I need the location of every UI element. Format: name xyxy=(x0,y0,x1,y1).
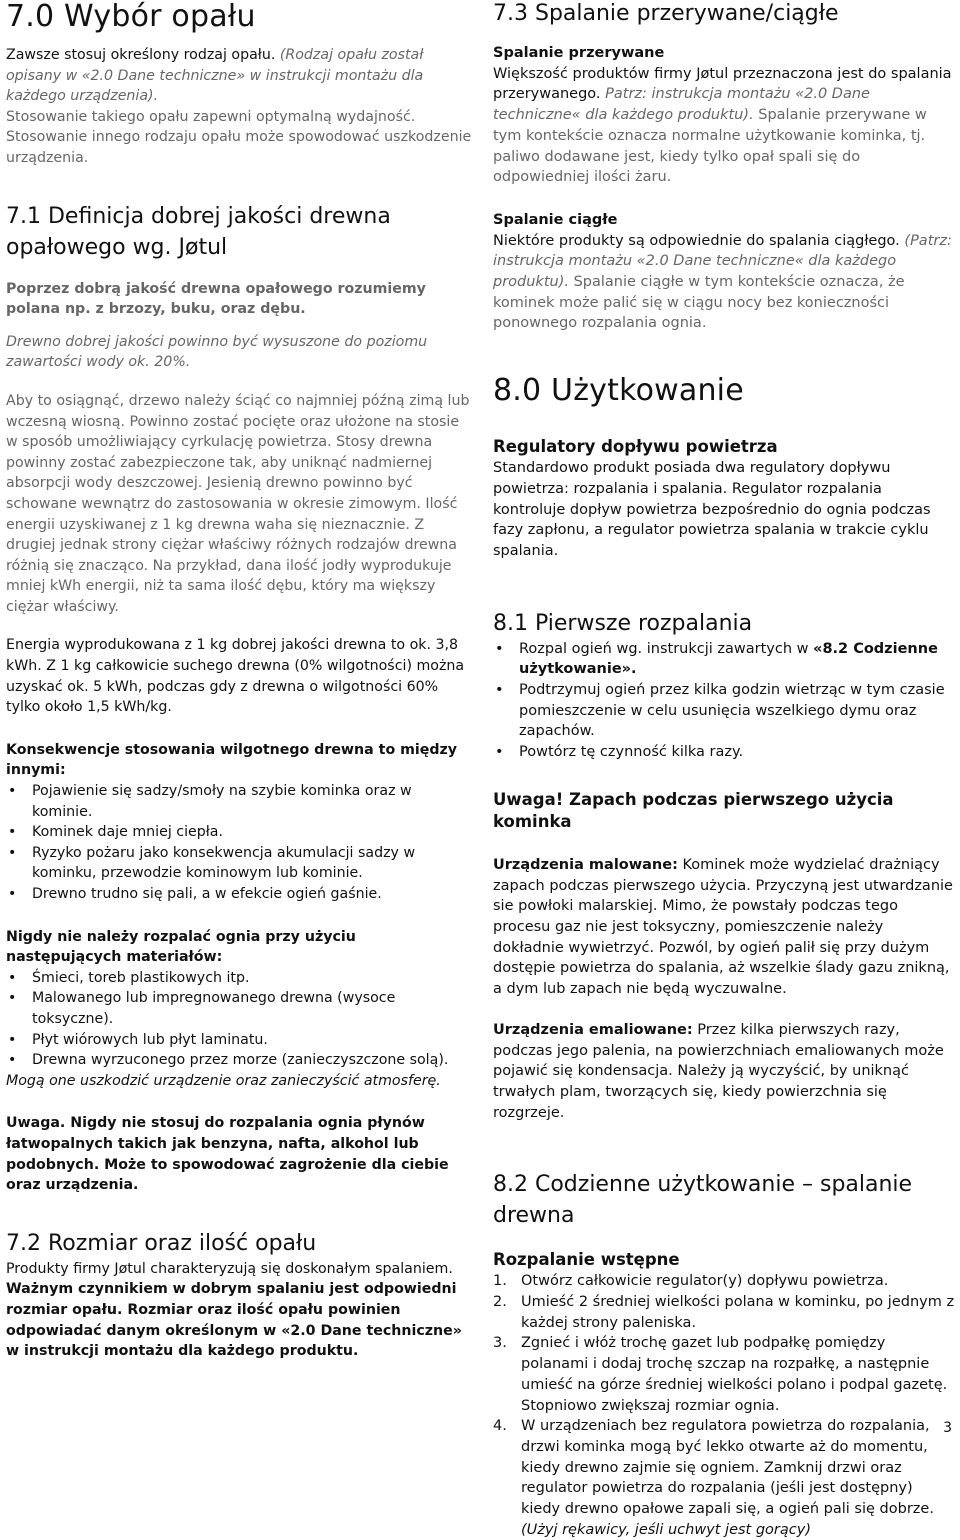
consequences-title: Konsekwencje stosowania wilgotnego drewna to między innymi: xyxy=(6,741,458,779)
first-fire-list xyxy=(493,639,955,763)
list-item xyxy=(493,1416,955,1540)
enamel-devices-body: Przez kilka pierwszych razy, podczas jego palenia, na powierzchniach emaliowanych może pojawić się kondensacja. Należy ją wyczyścić, by uniknąć trwałych plam, tworzących się, kiedy powierzchnia się rozgrzeje. xyxy=(493,1021,944,1121)
continuous-explanation: Spalanie ciągłe w tym kontekście oznacza, że kominek może palić się w ciągu nocy bez konieczności ponownego rozpalania ognia. xyxy=(493,274,905,332)
left-column xyxy=(6,0,474,1362)
fuel-size-intro: Produkty firmy Jøtul charakteryzują się doskonałym spalaniem. xyxy=(6,1260,453,1277)
forbidden-materials-title: Nigdy nie należy rozpalać ognia przy użyciu następujących materiałów: xyxy=(6,928,356,966)
painted-devices-label: Urządzenia malowane: xyxy=(493,856,678,873)
list-item xyxy=(493,639,955,680)
list-item: • Drewno trudno się pali, a w efekcie ogień gaśnie. xyxy=(6,884,474,905)
energy-text: Energia wyprodukowana z 1 kg dobrej jakości drewna to ok. 3,8 kWh. Z 1 kg całkowicie suchego drewna (0% wilgotności) można uzyskać ok. 5 kWh, podczas gdy z drewna o wilgotności 60% tylko około 1,5 kWh/kg. xyxy=(6,637,465,716)
wood-moisture-note: Drewno dobrej jakości powinno być wysuszone do poziomu zawartości wody ok. 20%. xyxy=(6,333,428,371)
list-item xyxy=(493,1292,955,1333)
kindling-title: Rozpalanie wstępne xyxy=(493,1250,680,1270)
intermittent-title: Spalanie przerywane xyxy=(493,45,665,61)
wood-storage-text: Aby to osiągnąć, drzewo należy ściąć co najmniej późną zimą lub wczesną wiosną. Powinno zostać pocięte oraz ułożone na stosie w sposób umożliwiający cyrkulację powietrza. Stosy drewna powinny zostać zabezpieczone tak, aby uniknąć nadmiernej absorpcji wody deszczowej. Jesienią drewno powinno być schowane wewnątrz do zastosowania w okresie zimowym. Ilość energii uzyskiwanej z 1 kg drewna waha się nieznacznie. Z drugiej jednak strony ciężar właściwy różnych rodzajów drewna różnią się znacząco. Na przykład, dana ilość jodły wyprodukuje mniej kWh energii, niż ta sama ilość dębu, który ma większy ciężar właściwy. xyxy=(6,392,470,615)
first-use-odor-title: Uwaga! Zapach podczas pierwszego użycia kominka xyxy=(493,789,894,831)
painted-devices-text xyxy=(493,855,955,1000)
list-item: • Ryzyko pożaru jako konsekwencja akumulacji sadzy w kominku, przewodzie kominowym lub kominie. xyxy=(6,843,474,884)
list-item xyxy=(493,1333,955,1416)
list-item: • Płyt wiórowych lub płyt laminatu. xyxy=(6,1030,474,1051)
list-item: • Pojawienie się sadzy/smoły na szybie kominka oraz w kominie. xyxy=(6,781,474,822)
section-8-title: 8.0 Użytkowanie xyxy=(493,373,744,409)
list-item: • Powtórz tę czynność kilka razy. xyxy=(493,742,955,763)
continuous-title: Spalanie ciągłe xyxy=(493,211,618,228)
list-item: • Śmieci, toreb plastikowych itp. xyxy=(6,968,474,989)
step-number: 3. xyxy=(493,1335,507,1352)
intermittent-explanation: Spalanie przerywane w tym kontekście oznacza normalne użytkowanie kominka, tj. paliwo dodawane jest, kiedy tylko opał spali się do odpowiedniej ilości żaru. xyxy=(493,107,927,186)
section-7-title: 7.0 Wybór opału xyxy=(6,0,256,34)
enamel-devices-text xyxy=(493,1020,955,1124)
first-fire-step-text: Rozpal ogień wg. instrukcji zawartych w xyxy=(519,640,814,657)
air-regulators-title: Regulatory dopływu powietrza xyxy=(493,437,778,457)
list-item: • Podtrzymuj ogień przez kilka godzin wietrząc w tym czasie pomieszczenie w celu usunięcia wszelkiego dymu oraz zapachów. xyxy=(493,680,955,742)
fuel-size-text: Ważnym czynnikiem w dobrym spalaniu jest odpowiedni rozmiar opału. Rozmiar oraz ilość opału powinien odpowiadać danym określonym w «2.0 Dane techniczne» w instrukcji montażu dla każdego produktu. xyxy=(6,1281,462,1360)
forbidden-materials-note: Mogą one uszkodzić urządzenie oraz zanieczyścić atmosferę. xyxy=(6,1072,441,1089)
section-7-2-title: 7.2 Rozmiar oraz ilość opału xyxy=(6,1230,317,1256)
step-text: Otwórz całkowicie regulator(y) dopływu powietrza. xyxy=(521,1273,889,1290)
continuous-text xyxy=(493,231,955,335)
step-text: Zgnieć i włóż trochę gazet lub podpałkę pomiędzy polanami i dodaj trochę szczap na rozpałkę, a następnie umieść na górze średniej wielkości polano i podpal gazetę. Stopniowo zwiększaj rozmiar ognia. xyxy=(521,1335,948,1414)
step-text: Umieść 2 średniej wielkości polana w kominku, po jednym z każdej strony paleniska. xyxy=(521,1294,955,1331)
intermittent-text xyxy=(493,64,955,188)
list-item: • Drewna wyrzuconego przez morze (zanieczyszczone solą). xyxy=(6,1050,474,1071)
continuous-reference: (Patrz: instrukcja montażu «2.0 Dane techniczne« dla każdego produktu). xyxy=(493,232,952,291)
section-8-1-title: 8.1 Pierwsze rozpalania xyxy=(493,610,753,636)
step-number: 4. xyxy=(493,1418,507,1435)
step-text: W urządzeniach bez regulatora powietrza do rozpalania, drzwi kominka mogą być lekko otwarte aż do momentu, kiedy drewno zajmie się ogniem. Zamknij drzwi oraz regulator powietrza do rozpalania (jeśli jest dostępny) kiedy drewno opałowe zapali się, a ogień pali się dobrze. xyxy=(521,1418,934,1518)
fuel-intro-note: (Rodzaj opału został opisany w «2.0 Dane techniczne» w instrukcji montażu dla każdego urządzenia). xyxy=(6,47,424,105)
section-7-3-title: 7.3 Spalanie przerywane/ciągłe xyxy=(493,1,839,26)
step-number: 2. xyxy=(493,1294,507,1311)
page-number: 3 xyxy=(943,1420,952,1436)
list-item: • Kominek daje mniej ciepła. xyxy=(6,822,474,843)
first-fire-reference: «8.2 Codzienne użytkowanie». xyxy=(519,640,938,678)
fuel-intro-warning: Stosowanie takiego opału zapewni optymalną wydajność. Stosowanie innego rodzaju opału może spowodować uszkodzenie urządzenia. xyxy=(6,108,472,166)
good-wood-definition: Poprzez dobrą jakość drewna opałowego rozumiemy polana np. z brzozy, buku, oraz dębu. xyxy=(6,280,426,318)
enamel-devices-label: Urządzenia emaliowane: xyxy=(493,1021,693,1038)
intermittent-reference: Patrz: instrukcja montażu «2.0 Dane techniczne« dla każdego produktu). xyxy=(493,86,870,124)
list-item xyxy=(493,1271,955,1292)
kindling-steps xyxy=(493,1271,955,1540)
painted-devices-body: Kominek może wydzielać drażniący zapach podczas pierwszego użycia. Przyczyną jest utwardzanie sie powłoki malarskiej. Mimo, że powstały podczas tego procesu gaz nie jest toksyczny, pomieszczenie należy dokładnie wywietrzyć. Pozwól, by ogień palił się przy dużym dostępie powietrza do spalania, aż wszelkie ślady gazu znikną, a dym lub zapach nie będą wyczuwalne. xyxy=(493,856,953,998)
section-8-2-title: 8.2 Codzienne użytkowanie – spalanie drewna xyxy=(493,1172,913,1229)
fuel-intro-lead: Zawsze stosuj określony rodzaj opału. xyxy=(6,47,276,63)
glove-note: (Użyj rękawicy, jeśli uchwyt jest gorący) xyxy=(521,1521,811,1538)
forbidden-materials-list xyxy=(6,968,474,1071)
air-regulators-text: Standardowo produkt posiada dwa regulatory dopływu powietrza: rozpalania i spalania. Regulator rozpalania kontroluje dopływ powietrza bezpośrednio do ognia podczas fazy zapłonu, a regulator powietrza spalania w trakcie cyklu spalania. xyxy=(493,460,931,559)
continuous-lead: Niektóre produkty są odpowiednie do spalania ciągłego. xyxy=(493,232,900,249)
section-7-1-title: 7.1 Definicja dobrej jakości drewna opałowego wg. Jøtul xyxy=(6,203,391,260)
right-column xyxy=(493,0,955,1540)
consequences-list xyxy=(6,781,474,905)
step-number: 1. xyxy=(493,1273,507,1290)
fuel-intro xyxy=(6,45,474,107)
list-item: • Malowanego lub impregnowanego drewna (wysoce toksyczne). xyxy=(6,988,474,1029)
flammable-liquids-warning: Uwaga. Nigdy nie stosuj do rozpalania ognia płynów łatwopalnych takich jak benzyna, nafta, alkohol lub podobnych. Może to spowodować zagrożenie dla ciebie oraz urządzenia. xyxy=(6,1115,449,1194)
intermittent-lead: Większość produktów firmy Jøtul przeznaczona jest do spalania przerywanego. xyxy=(493,65,952,103)
